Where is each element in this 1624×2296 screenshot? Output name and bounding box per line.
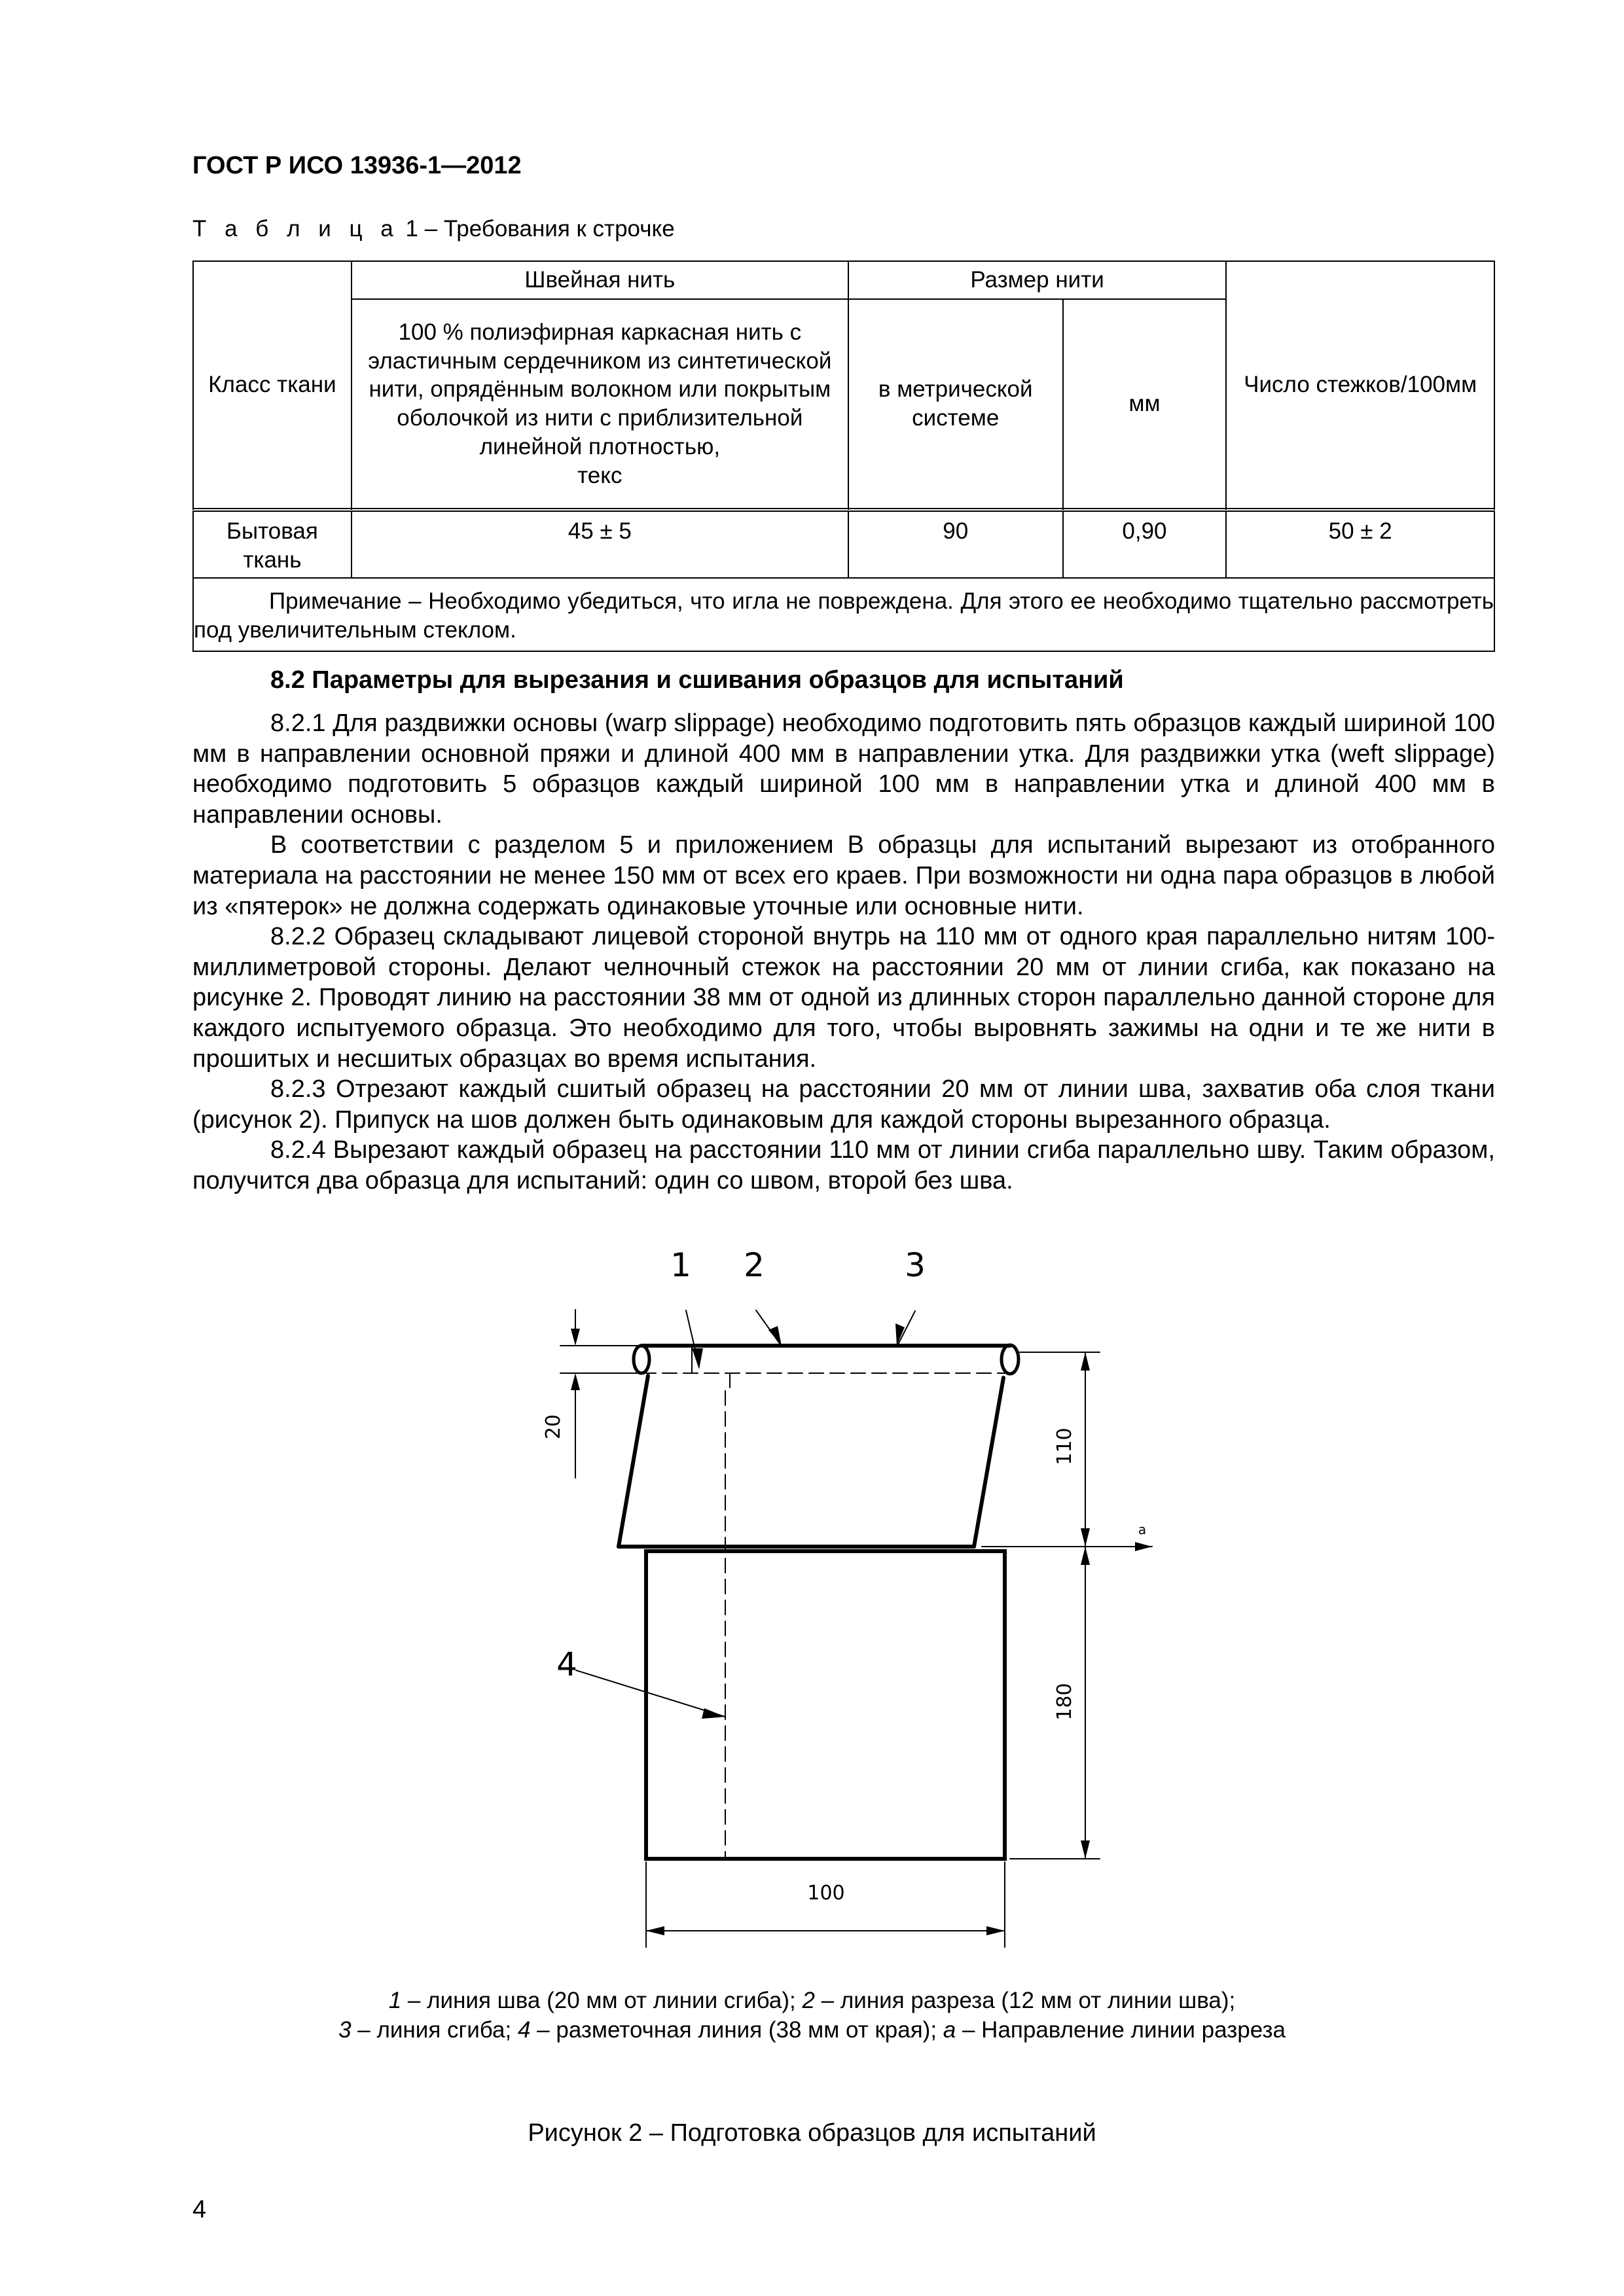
- cell-metric-size: 90: [848, 510, 1063, 578]
- cell-mm-size: 0,90: [1063, 510, 1227, 578]
- document-header: ГОСТ Р ИСО 13936-1—2012: [192, 152, 522, 179]
- table-caption-word: Т а б л и ц а: [192, 216, 399, 242]
- legend-key-a: а: [943, 2017, 956, 2043]
- cell-fabric-class: Бытовая ткань: [193, 510, 352, 578]
- legend-key-3: 3: [338, 2017, 352, 2043]
- callout-4: 4: [556, 1645, 577, 1683]
- arrowhead-100-right: [986, 1926, 1005, 1935]
- figure-legend-line-2: [0, 2017, 1624, 2043]
- dim-100: 100: [807, 1882, 845, 1905]
- dim-20: 20: [542, 1414, 565, 1440]
- legend-text-3: – линия сгиба;: [351, 2017, 518, 2043]
- page-number: 4: [192, 2196, 207, 2223]
- flap-left-edge: [619, 1376, 648, 1547]
- fold-left-roll: [634, 1346, 649, 1373]
- specimen-body: [646, 1551, 1005, 1859]
- arrowhead-4: [702, 1708, 725, 1719]
- callout-a: a: [1138, 1522, 1147, 1537]
- paragraph-8-2-1: 8.2.1 Для раздвижки основы (warp slippage) необходимо подготовить пять образцов каждый шириной 100 мм в направлении основной пряжи и длиной 400 мм в направлении утка. Для раздвижки утка (weft slippage) необходимо подготовить 5 образцов каждый шириной 100 мм в направлении утка и длиной 400 мм в направлении основы.: [192, 709, 1495, 829]
- cell-thread-density: 45 ± 5: [352, 510, 848, 578]
- arrowhead-180-bottom: [1081, 1840, 1090, 1859]
- dim-180: 180: [1053, 1683, 1076, 1721]
- header-sewing-thread: Швейная нить: [352, 261, 848, 299]
- callout-2: 2: [744, 1246, 765, 1284]
- legend-text-2: – линия разреза (12 мм от линии шва);: [814, 1988, 1236, 2013]
- header-metric-system: в метрической системе: [848, 299, 1063, 510]
- arrowhead-180-top: [1081, 1547, 1090, 1565]
- legend-key-2: 2: [802, 1988, 815, 2013]
- callout-3: 3: [905, 1246, 926, 1284]
- arrowhead-2: [768, 1326, 782, 1346]
- thread-description-text: 100 % полиэфирная каркасная нить с эластичным сердечником из синтетической нити, опрядённым волокном или покрытым оболочкой из нити с приблизительной линейной плотностью,: [368, 319, 832, 459]
- paragraph-8-2-2: 8.2.2 Образец складывают лицевой стороной внутрь на 110 мм от одного края параллельно нитям 100-миллиметровой стороны. Делают челночный стежок на расстоянии 20 мм от линии сгиба, как показано на рисунке 2. Проводят линию на расстоянии 38 мм от одной из длинных сторон параллельно данной стороне для каждого испытуемого образца. Это необходимо для того, чтобы выровнять зажимы на одни и те же нити в прошитых и несшитых образцах во время испытания.: [192, 923, 1495, 1073]
- cell-stitch-count: 50 ± 2: [1226, 510, 1494, 578]
- header-fabric-class: Класс ткани: [193, 261, 352, 510]
- flap-right-edge: [974, 1378, 1003, 1547]
- paragraph-8-2-4: 8.2.4 Вырезают каждый образец на расстоянии 110 мм от линии сгиба параллельно шву. Таким образом, получится два образца для испытаний: один со швом, второй без шва.: [192, 1136, 1495, 1194]
- header-thread-size: Размер нити: [848, 261, 1226, 299]
- legend-text-a: – Направление линии разреза: [956, 2017, 1286, 2043]
- paragraph-8-2-3: 8.2.3 Отрезают каждый сшитый образец на расстоянии 20 мм от линии шва, захватив оба слоя ткани (рисунок 2). Припуск на шов должен быть одинаковым для каждой стороны вырезанного образца.: [192, 1075, 1495, 1134]
- legend-key-1: 1: [388, 1988, 402, 2013]
- table-caption-title: 1 – Требования к строчке: [399, 216, 675, 242]
- arrowhead-1: [692, 1348, 703, 1369]
- header-mm: мм: [1063, 299, 1227, 510]
- arrowhead-a: [1135, 1542, 1152, 1551]
- arrowhead-20-bottom: [571, 1373, 580, 1390]
- figure-legend-line-1: [0, 1988, 1624, 2014]
- arrowhead-110-top: [1081, 1352, 1090, 1371]
- fold-right-roll: [1001, 1345, 1019, 1374]
- thread-unit: текс: [577, 462, 623, 488]
- section-title: 8.2 Параметры для вырезания и сшивания образцов для испытаний: [270, 666, 1124, 694]
- arrowhead-110-bottom: [1081, 1528, 1090, 1547]
- callout-1: 1: [670, 1246, 691, 1284]
- arrowhead-20-top: [571, 1329, 580, 1346]
- dim-110: 110: [1053, 1427, 1076, 1465]
- leader-4: [576, 1670, 725, 1717]
- arrowhead-100-left: [646, 1926, 664, 1935]
- paragraph-sampling: В соответствии с разделом 5 и приложением В образцы для испытаний вырезают из отобранного материала на расстоянии не менее 150 мм от всех его краев. При возможности ни одна пара образцов в любой из «пятерок» не должна содержать одинаковые уточные или основные нити.: [192, 831, 1495, 920]
- table-note-text: Примечание – Необходимо убедиться, что игла не повреждена. Для этого ее необходимо тщательно рассмотреть под увеличительным стеклом.: [194, 588, 1494, 643]
- legend-text-1: – линия шва (20 мм от линии сгиба);: [401, 1988, 803, 2013]
- legend-text-4: – разметочная линия (38 мм от края);: [530, 2017, 943, 2043]
- figure-caption: Рисунок 2 – Подготовка образцов для испытаний: [528, 2119, 1096, 2147]
- header-stitch-count: Число стежков/100мм: [1226, 261, 1494, 510]
- legend-key-4: 4: [517, 2017, 531, 2043]
